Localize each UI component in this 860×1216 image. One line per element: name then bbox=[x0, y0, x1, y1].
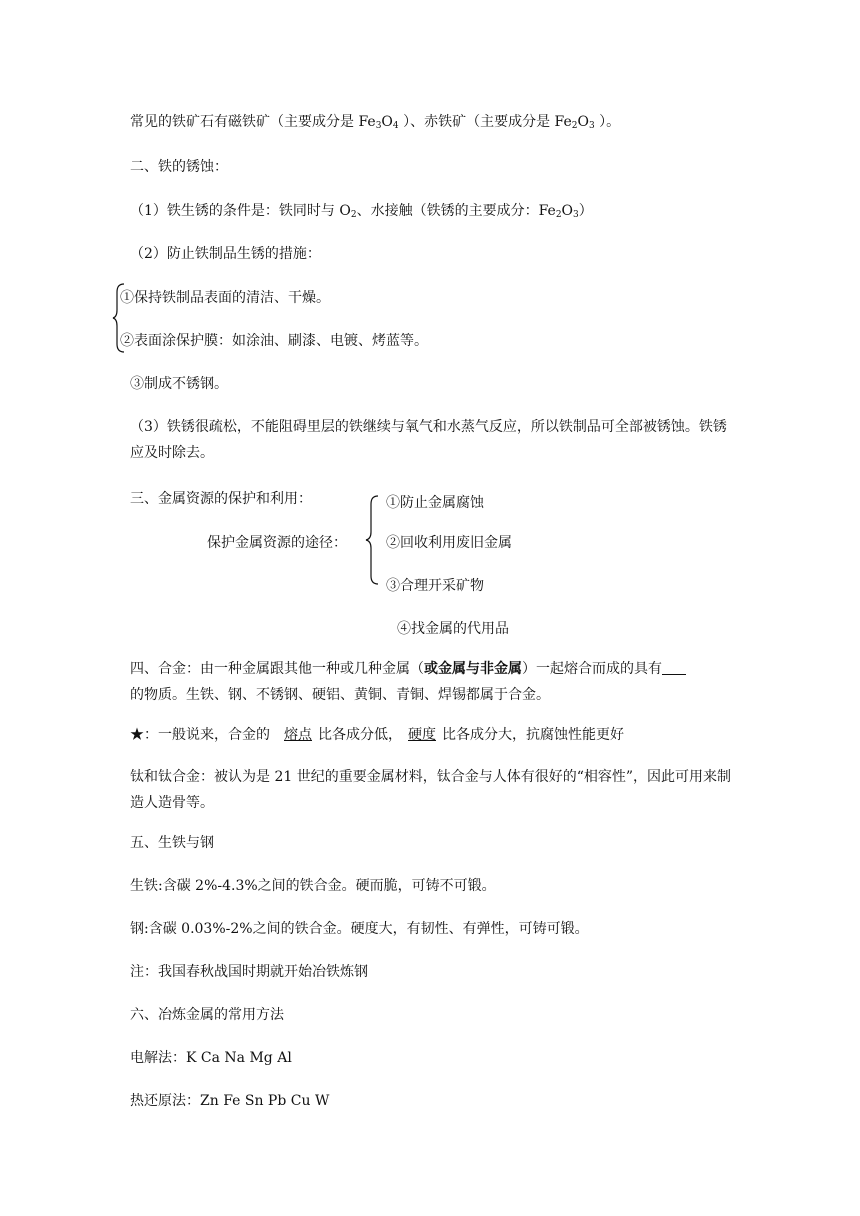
alloy-definition-line-1 bbox=[130, 659, 686, 679]
section-3-title: 三、金属资源的保护和利用： bbox=[130, 491, 312, 507]
text: 常见的铁矿石有磁铁矿（主要成分是 Fe bbox=[130, 114, 376, 130]
text: O bbox=[381, 114, 393, 130]
underlined-term: 熔点 bbox=[284, 727, 312, 743]
protect-way-3: ③合理开采矿物 bbox=[386, 578, 484, 594]
rust-condition-line bbox=[130, 201, 593, 225]
text: ）一起熔合而成的具有 bbox=[522, 661, 662, 677]
text: （1）铁生锈的条件是：铁同时与 O bbox=[130, 203, 351, 219]
section-5-title: 五、生铁与钢 bbox=[130, 835, 214, 851]
text: ）。 bbox=[594, 114, 621, 130]
subscript: 3 bbox=[573, 210, 579, 220]
measure-1: ①保持铁制品表面的清洁、干燥。 bbox=[120, 290, 330, 306]
protect-way-1: ①防止金属腐蚀 bbox=[386, 495, 484, 511]
section-6-title: 六、冶炼金属的常用方法 bbox=[130, 1007, 284, 1023]
subscript: 2 bbox=[571, 121, 578, 131]
subscript: 2 bbox=[555, 210, 562, 220]
text: 、水接触（铁锈的主要成分：Fe bbox=[356, 203, 556, 219]
subscript: 3 bbox=[375, 121, 382, 131]
steel-line: 钢:含碳 0.03%-2%之间的铁合金。硬度大，有韧性、有弹性，可铸可锻。 bbox=[130, 921, 589, 937]
protect-way-4: ④找金属的代用品 bbox=[397, 621, 509, 637]
bold-text: 或金属与非金属 bbox=[424, 661, 522, 677]
section-2-title: 二、铁的锈蚀： bbox=[130, 159, 228, 175]
subscript: 3 bbox=[589, 121, 595, 131]
text: ★：一般说来，合金的 bbox=[130, 727, 270, 743]
fill-blank bbox=[662, 660, 686, 675]
text: O bbox=[561, 203, 574, 219]
text: 比各成分低， bbox=[318, 727, 402, 743]
subscript: 2 bbox=[350, 210, 357, 220]
text: 四、合金：由一种金属跟其他一种或几种金属（ bbox=[130, 661, 424, 677]
thermal-reduction-line: 热还原法：Zn Fe Sn Pb Cu W bbox=[130, 1093, 330, 1109]
text: 比各成分大，抗腐蚀性能更好 bbox=[442, 727, 624, 743]
alloy-property-line bbox=[130, 725, 624, 745]
iron-ore-line bbox=[130, 112, 620, 136]
note-line: 注：我国春秋战国时期就开始冶铁炼钢 bbox=[130, 964, 368, 980]
text: O bbox=[577, 114, 589, 130]
titanium-paragraph: 钛和钛合金：被认为是 21 世纪的重要金属材料，钛合金与人体有很好的“相容性”，因此可用来制造人造骨等。 bbox=[130, 769, 732, 811]
underlined-term: 硬度 bbox=[408, 727, 436, 743]
text: ） bbox=[578, 203, 593, 219]
protect-way-2: ②回收利用废旧金属 bbox=[386, 535, 512, 551]
measure-3: ③制成不锈钢。 bbox=[130, 376, 228, 392]
rust-prevention-heading: （2）防止铁制品生锈的措施： bbox=[130, 246, 321, 262]
subscript: 4 bbox=[392, 121, 399, 131]
rust-loose-paragraph: （3）铁锈很疏松，不能阻碍里层的铁继续与氧气和水蒸气反应，所以铁制品可全部被锈蚀。铁锈应及时除去。 bbox=[130, 419, 727, 461]
protect-label: 保护金属资源的途径： bbox=[207, 535, 347, 551]
measure-2: ②表面涂保护膜：如涂油、刷漆、电镀、烤蓝等。 bbox=[120, 333, 428, 349]
pig-iron-line: 生铁:含碳 2%-4.3%之间的铁合金。硬而脆，可铸不可锻。 bbox=[130, 878, 496, 894]
text: ）、赤铁矿（主要成分是 Fe bbox=[398, 114, 572, 130]
left-brace-icon bbox=[364, 494, 380, 586]
electrolysis-line: 电解法：K Ca Na Mg Al bbox=[130, 1050, 292, 1066]
alloy-definition-line-2: 的物质。生铁、钢、不锈钢、硬铝、黄铜、青铜、焊锡都属于合金。 bbox=[130, 687, 550, 703]
